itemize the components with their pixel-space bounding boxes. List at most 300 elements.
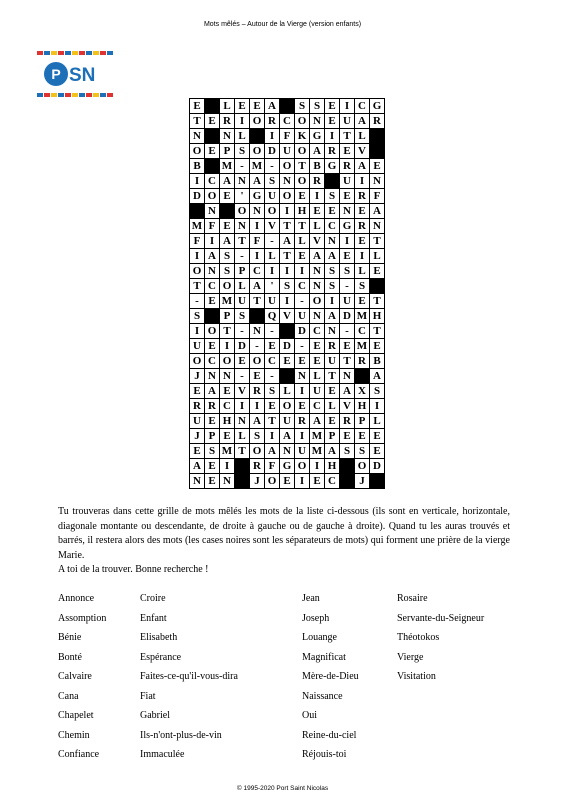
letter-cell: E — [190, 384, 205, 399]
letter-cell: M — [355, 309, 370, 324]
letter-cell: R — [325, 144, 340, 159]
signal-flags-top — [37, 51, 113, 55]
grid-row — [190, 99, 385, 114]
word-item: Elisabeth — [140, 632, 178, 643]
letter-cell: E — [205, 144, 220, 159]
word-item: Calvaire — [58, 671, 92, 682]
letter-cell: D — [265, 144, 280, 159]
letter-cell: G — [370, 99, 385, 114]
letter-cell: U — [235, 294, 250, 309]
grid-row — [190, 444, 385, 459]
letter-cell: C — [355, 324, 370, 339]
letter-cell: N — [220, 129, 235, 144]
letter-cell: L — [355, 129, 370, 144]
letter-cell: I — [250, 219, 265, 234]
letter-cell: G — [325, 159, 340, 174]
letter-cell: E — [325, 114, 340, 129]
psn-logo — [37, 51, 117, 99]
grid-row — [190, 129, 385, 144]
letter-cell: E — [220, 429, 235, 444]
letter-cell: E — [190, 444, 205, 459]
letter-cell: S — [220, 249, 235, 264]
grid-row — [190, 324, 385, 339]
word-item: Fiat — [140, 690, 156, 702]
grid-row — [190, 384, 385, 399]
copyright-footer: © 1995-2020 Port Saint Nicolas — [236, 785, 329, 792]
letter-cell: O — [295, 459, 310, 474]
letter-cell: O — [280, 159, 295, 174]
separator-cell — [205, 99, 220, 114]
letter-cell: E — [355, 294, 370, 309]
letter-cell: H — [370, 309, 385, 324]
letter-cell: I — [340, 234, 355, 249]
letter-cell: S — [340, 444, 355, 459]
letter-cell: O — [235, 204, 250, 219]
letter-cell: H — [295, 204, 310, 219]
letter-cell: I — [295, 429, 310, 444]
word-list-column-4 — [397, 589, 484, 687]
word-item: Oui — [302, 710, 317, 721]
letter-cell: L — [235, 129, 250, 144]
word-item: Enfant — [140, 612, 167, 624]
separator-cell — [370, 129, 385, 144]
word-item: Mère-de-Dieu — [302, 671, 359, 682]
grid-row — [190, 234, 385, 249]
letter-cell: S — [235, 144, 250, 159]
letter-cell: T — [295, 219, 310, 234]
grid-row — [190, 159, 385, 174]
signal-flags-bottom — [37, 93, 113, 97]
page-header: Mots mêlés – Autour de la Vierge (version enfants) — [203, 21, 362, 28]
letter-cell: N — [370, 219, 385, 234]
letter-cell: T — [265, 414, 280, 429]
letter-cell: E — [295, 399, 310, 414]
letter-cell: S — [310, 99, 325, 114]
letter-cell: X — [355, 384, 370, 399]
letter-cell: N — [220, 369, 235, 384]
letter-cell: S — [325, 279, 340, 294]
letter-cell: A — [205, 249, 220, 264]
letter-cell: E — [250, 99, 265, 114]
word-item: Assomption — [58, 612, 107, 624]
letter-cell: I — [280, 264, 295, 279]
letter-cell: V — [280, 309, 295, 324]
letter-cell: D — [190, 189, 205, 204]
word-item: Théotokos — [397, 632, 440, 643]
letter-cell: F — [190, 234, 205, 249]
letter-cell: S — [265, 384, 280, 399]
letter-cell: U — [280, 414, 295, 429]
letter-cell: C — [205, 354, 220, 369]
letter-cell: P — [235, 264, 250, 279]
letter-cell: R — [250, 384, 265, 399]
letter-cell: I — [370, 399, 385, 414]
letter-cell: A — [370, 204, 385, 219]
letter-cell: R — [355, 219, 370, 234]
separator-cell — [280, 99, 295, 114]
letter-cell: O — [190, 264, 205, 279]
word-item: Croire — [140, 593, 166, 604]
letter-cell: O — [190, 354, 205, 369]
letter-cell: S — [295, 99, 310, 114]
letter-cell: I — [280, 204, 295, 219]
letter-cell: S — [280, 279, 295, 294]
letter-cell: F — [205, 219, 220, 234]
letter-cell: R — [355, 189, 370, 204]
letter-cell: - — [265, 369, 280, 384]
letter-cell: C — [280, 114, 295, 129]
letter-cell: U — [325, 354, 340, 369]
letter-cell: E — [280, 474, 295, 489]
letter-cell: V — [235, 384, 250, 399]
letter-cell: A — [340, 384, 355, 399]
separator-cell — [235, 474, 250, 489]
letter-cell: G — [280, 459, 295, 474]
letter-cell: R — [190, 399, 205, 414]
letter-cell: R — [220, 114, 235, 129]
letter-cell: A — [205, 384, 220, 399]
separator-cell — [355, 369, 370, 384]
letter-cell: T — [370, 324, 385, 339]
letter-cell: U — [265, 294, 280, 309]
letter-cell: T — [370, 234, 385, 249]
letter-cell: I — [325, 294, 340, 309]
letter-cell: V — [310, 234, 325, 249]
word-item: Bonté — [58, 651, 82, 663]
letter-cell: D — [235, 339, 250, 354]
letter-cell: E — [205, 114, 220, 129]
letter-cell: E — [205, 294, 220, 309]
letter-cell: T — [235, 234, 250, 249]
letter-cell: T — [280, 219, 295, 234]
word-item: Immaculée — [140, 749, 185, 760]
letter-cell: A — [310, 144, 325, 159]
separator-cell — [325, 174, 340, 189]
letter-cell: N — [250, 204, 265, 219]
letter-cell: - — [265, 324, 280, 339]
letter-cell: ' — [265, 279, 280, 294]
letter-cell: H — [220, 414, 235, 429]
letter-cell: N — [280, 444, 295, 459]
letter-cell: ' — [235, 189, 250, 204]
letter-cell: T — [280, 249, 295, 264]
letter-cell: S — [190, 309, 205, 324]
word-item: Jean — [302, 593, 320, 604]
letter-cell: - — [190, 294, 205, 309]
letter-cell: R — [295, 414, 310, 429]
letter-cell: T — [250, 294, 265, 309]
letter-cell: N — [220, 474, 235, 489]
letter-cell: O — [310, 294, 325, 309]
letter-cell: T — [220, 324, 235, 339]
letter-cell: L — [310, 219, 325, 234]
letter-cell: A — [280, 234, 295, 249]
separator-cell — [280, 369, 295, 384]
separator-cell — [340, 459, 355, 474]
letter-cell: - — [340, 324, 355, 339]
letter-cell: M — [220, 294, 235, 309]
letter-cell: M — [190, 219, 205, 234]
letter-cell: S — [235, 309, 250, 324]
letter-cell: E — [190, 99, 205, 114]
letter-cell: I — [235, 399, 250, 414]
separator-cell — [370, 279, 385, 294]
letter-cell: D — [340, 309, 355, 324]
letter-cell: C — [205, 174, 220, 189]
letter-cell: U — [310, 384, 325, 399]
letter-cell: E — [310, 474, 325, 489]
letter-cell: - — [340, 279, 355, 294]
letter-cell: - — [235, 249, 250, 264]
letter-cell: T — [340, 354, 355, 369]
letter-cell: D — [295, 324, 310, 339]
word-list-column-3 — [302, 589, 359, 765]
letter-cell: C — [220, 399, 235, 414]
word-item: Ils-n'ont-plus-de-vin — [140, 729, 222, 741]
word-item: Cana — [58, 690, 79, 702]
letter-cell: A — [355, 114, 370, 129]
letter-cell: U — [190, 339, 205, 354]
letter-cell: N — [205, 204, 220, 219]
letter-cell: N — [205, 264, 220, 279]
letter-cell: I — [355, 174, 370, 189]
letter-cell: A — [265, 444, 280, 459]
word-item: Reine-du-ciel — [302, 729, 357, 741]
letter-cell: I — [190, 249, 205, 264]
letter-cell: A — [250, 174, 265, 189]
letter-cell: E — [325, 414, 340, 429]
letter-cell: R — [265, 114, 280, 129]
letter-cell: S — [325, 264, 340, 279]
letter-cell: - — [235, 159, 250, 174]
letter-cell: I — [235, 114, 250, 129]
letter-cell: G — [340, 219, 355, 234]
letter-cell: I — [220, 459, 235, 474]
letter-cell: A — [325, 249, 340, 264]
letter-cell: S — [370, 384, 385, 399]
letter-cell: H — [355, 399, 370, 414]
letter-cell: E — [310, 204, 325, 219]
grid-row — [190, 249, 385, 264]
letter-cell: E — [340, 339, 355, 354]
letter-cell: S — [265, 174, 280, 189]
letter-cell: M — [310, 444, 325, 459]
letter-cell: C — [310, 324, 325, 339]
letter-cell: - — [235, 324, 250, 339]
letter-cell: N — [310, 309, 325, 324]
letter-cell: E — [370, 159, 385, 174]
letter-cell: B — [370, 354, 385, 369]
letter-cell: O — [355, 459, 370, 474]
letter-cell: A — [325, 309, 340, 324]
letter-cell: D — [280, 339, 295, 354]
letter-cell: S — [355, 279, 370, 294]
letter-cell: M — [355, 339, 370, 354]
letter-cell: N — [280, 174, 295, 189]
letter-cell: E — [370, 339, 385, 354]
letter-cell: A — [250, 414, 265, 429]
letter-cell: O — [220, 279, 235, 294]
letter-cell: E — [265, 339, 280, 354]
grid-row — [190, 279, 385, 294]
letter-cell: L — [235, 279, 250, 294]
letter-cell: E — [235, 99, 250, 114]
letter-cell: T — [295, 159, 310, 174]
grid-row — [190, 459, 385, 474]
grid-row — [190, 369, 385, 384]
letter-cell: P — [355, 414, 370, 429]
letter-cell: C — [355, 99, 370, 114]
letter-cell: S — [220, 264, 235, 279]
letter-cell: I — [250, 399, 265, 414]
letter-cell: L — [280, 384, 295, 399]
word-list-column-1 — [58, 589, 106, 765]
word-list-column-2 — [140, 589, 238, 765]
letter-cell: I — [310, 459, 325, 474]
letter-cell: T — [325, 369, 340, 384]
letter-cell: T — [190, 114, 205, 129]
letter-cell: E — [220, 189, 235, 204]
letter-cell: V — [355, 144, 370, 159]
letter-cell: F — [370, 189, 385, 204]
letter-cell: I — [295, 474, 310, 489]
letter-cell: T — [235, 444, 250, 459]
letter-cell: A — [280, 429, 295, 444]
letter-cell: E — [310, 339, 325, 354]
letter-cell: N — [340, 204, 355, 219]
grid-row — [190, 219, 385, 234]
letter-cell: E — [280, 354, 295, 369]
letter-cell: M — [220, 444, 235, 459]
letter-cell: E — [205, 414, 220, 429]
letter-cell: E — [355, 429, 370, 444]
letter-cell: N — [235, 414, 250, 429]
letter-cell: U — [340, 294, 355, 309]
letter-cell: A — [250, 279, 265, 294]
letter-cell: E — [355, 204, 370, 219]
letter-cell: R — [340, 414, 355, 429]
word-item: Faites-ce-qu'il-vous-dira — [140, 671, 238, 682]
letter-cell: E — [370, 429, 385, 444]
instructions — [58, 505, 510, 578]
letter-cell: J — [190, 429, 205, 444]
grid-row — [190, 429, 385, 444]
letter-cell: A — [265, 99, 280, 114]
letter-cell: M — [220, 159, 235, 174]
grid-row — [190, 189, 385, 204]
letter-cell: L — [235, 429, 250, 444]
letter-cell: - — [265, 234, 280, 249]
letter-cell: N — [310, 264, 325, 279]
letter-cell: C — [325, 474, 340, 489]
grid-row — [190, 204, 385, 219]
letter-cell: L — [325, 399, 340, 414]
grid-row — [190, 309, 385, 324]
letter-cell: E — [295, 354, 310, 369]
letter-cell: O — [205, 324, 220, 339]
svg-text:SN: SN — [69, 65, 96, 86]
letter-cell: R — [370, 114, 385, 129]
letter-cell: J — [355, 474, 370, 489]
letter-cell: A — [220, 234, 235, 249]
letter-cell: U — [190, 414, 205, 429]
letter-cell: O — [190, 144, 205, 159]
grid-row — [190, 474, 385, 489]
letter-cell: C — [250, 264, 265, 279]
letter-cell: A — [310, 249, 325, 264]
letter-cell: E — [250, 369, 265, 384]
letter-cell: T — [190, 279, 205, 294]
letter-cell: E — [355, 234, 370, 249]
letter-cell: O — [295, 174, 310, 189]
letter-cell: O — [280, 189, 295, 204]
letter-cell: T — [370, 294, 385, 309]
word-item: Naissance — [302, 690, 343, 702]
letter-cell: N — [190, 129, 205, 144]
word-item: Magnificat — [302, 651, 346, 663]
letter-cell: U — [295, 444, 310, 459]
letter-cell: B — [310, 159, 325, 174]
word-item: Chemin — [58, 729, 90, 741]
letter-cell: - — [265, 159, 280, 174]
word-item: Louange — [302, 632, 337, 643]
letter-cell: U — [280, 144, 295, 159]
svg-text:P: P — [51, 66, 61, 82]
letter-cell: - — [295, 294, 310, 309]
letter-cell: - — [250, 339, 265, 354]
letter-cell: N — [295, 369, 310, 384]
letter-cell: I — [190, 174, 205, 189]
letter-cell: O — [205, 189, 220, 204]
letter-cell: F — [250, 234, 265, 249]
word-item: Gabriel — [140, 710, 170, 721]
letter-cell: N — [235, 219, 250, 234]
letter-cell: C — [205, 279, 220, 294]
grid-row — [190, 414, 385, 429]
letter-cell: A — [370, 369, 385, 384]
letter-cell: O — [250, 144, 265, 159]
word-search-grid — [189, 98, 385, 489]
letter-cell: N — [310, 114, 325, 129]
letter-cell: C — [325, 219, 340, 234]
letter-cell: M — [250, 159, 265, 174]
instructions-paragraph: Tu trouveras dans cette grille de mots mêlés les mots de la liste ci-dessous (ils sont en verticale, horizontale, diagonale montante ou descendante, de droite à gauche ou de gauche à droite). Quand tu les auras trouvés et barrés, il restera alors des mots (les cases noires sont les séparateurs de mots) qui forment une prière de la vierge Marie. — [58, 506, 510, 561]
letter-cell: E — [220, 219, 235, 234]
separator-cell — [370, 474, 385, 489]
letter-cell: I — [265, 129, 280, 144]
letter-cell: P — [220, 309, 235, 324]
letter-cell: I — [220, 339, 235, 354]
letter-cell: F — [265, 459, 280, 474]
letter-cell: O — [250, 354, 265, 369]
letter-cell: V — [340, 399, 355, 414]
letter-cell: - — [295, 339, 310, 354]
separator-cell — [220, 204, 235, 219]
letter-cell: A — [310, 414, 325, 429]
letter-cell: E — [325, 204, 340, 219]
letter-cell: L — [310, 369, 325, 384]
letter-cell: B — [190, 159, 205, 174]
letter-cell: C — [265, 354, 280, 369]
word-item: Bénie — [58, 632, 82, 643]
letter-cell: L — [355, 264, 370, 279]
letter-cell: G — [250, 189, 265, 204]
letter-cell: M — [310, 429, 325, 444]
separator-cell — [250, 129, 265, 144]
letter-cell: L — [265, 249, 280, 264]
letter-cell: O — [265, 204, 280, 219]
letter-cell: S — [205, 444, 220, 459]
